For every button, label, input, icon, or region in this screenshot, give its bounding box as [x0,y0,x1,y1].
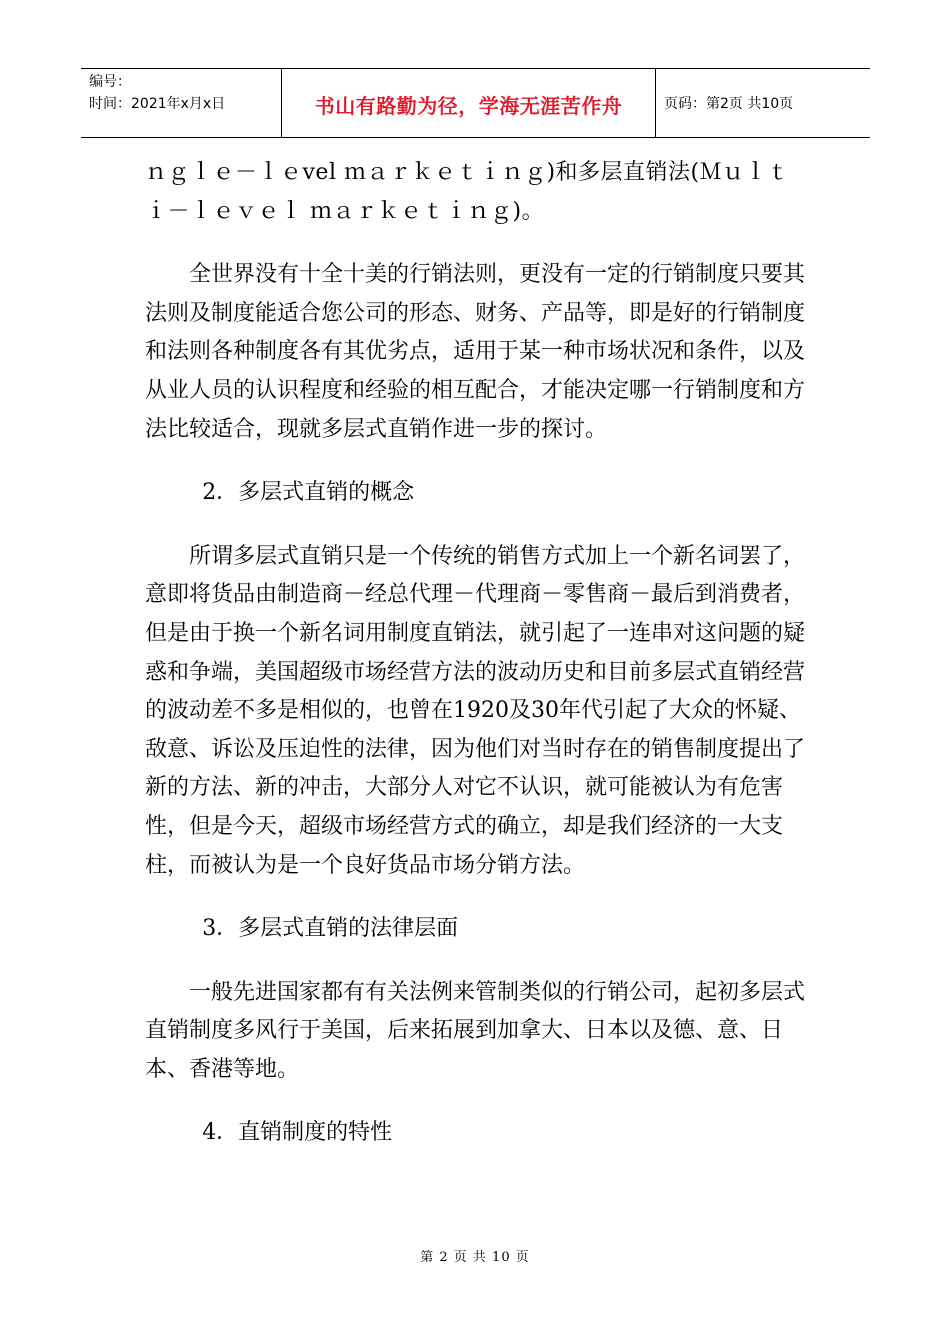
time-label: 时间：2021年x月x日 [89,96,226,112]
paragraph-concept: 所谓多层式直销只是一个传统的销售方式加上一个新名词罢了，意即将货品由制造商－经总代理－代理商－零售商－最后到消费者，但是由于换一个新名词用制度直销法，就引起了一连串对这问题的疑惑和争端，美国超级市场经营方法的波动历史和目前多层式直销经营的波动差不多是相似的，也曾在1920及30年代引起了大众的怀疑、敌意、诉讼及压迫性的法律，因为他们对当时存在的销售制度提出了新的方法、新的冲击，大部分人对它不认识，就可能被认为有危害性，但是今天，超级市场经营方式的确立，却是我们经济的一大支柱，而被认为是一个良好货品市场分销方法。 [145,543,806,878]
header-page-code: 页码：第2页 共10页 [664,96,794,112]
page-footer: 第 2 页 共 10 页 [420,1250,530,1265]
paragraph-intro: 全世界没有十全十美的行销法则，更没有一定的行销制度只要其法则及制度能适合您公司的形态、财务、产品等，即是好的行销制度和法则各种制度各有其优劣点，适用于某一种市场状况和条件，以及从业人员的认识程度和经验的相互配合，才能决定哪一行销制度和方法比较适合，现就多层式直销作进一步的探讨。 [145,262,806,442]
number-label: 编号： [89,74,131,90]
paragraph-legal: 一般先进国家都有有关法例来管制类似的行销公司，起初多层式直销制度多风行于美国，后来拓展到加拿大、日本以及德、意、日本、香港等地。 [145,979,806,1082]
header-motto: 书山有路勤为径，学海无涯苦作舟 [282,69,656,137]
section-heading-4: 4．直销制度的特性 [202,1120,393,1146]
section-heading-2: 2．多层式直销的概念 [202,480,415,506]
paragraph-continued: ｎｇｌｅ－ｌｅvel ｍａｒｋｅｔｉｎｇ)和多层直销法(Ｍｕｌｔｉ－ｌｅｖｅｌ ｍａｒｋｅｔｉｎｇ)。 [145,160,790,224]
header-meta [81,69,282,137]
section-heading-3: 3．多层式直销的法律层面 [202,916,459,942]
document-body [145,154,809,1178]
document-header [81,68,870,138]
